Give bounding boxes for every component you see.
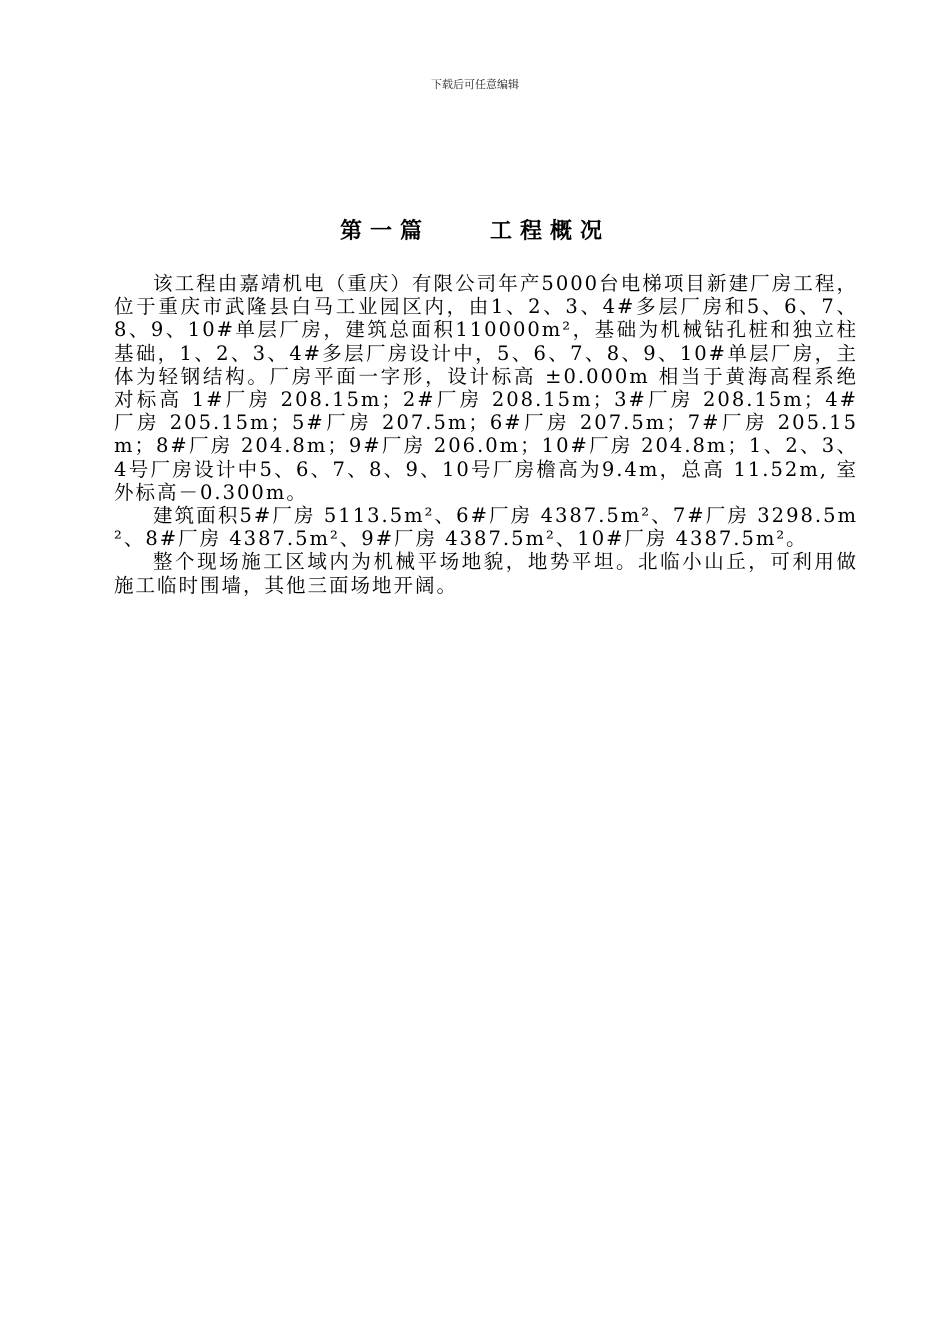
header-note: 下载后可任意编辑 [431,78,519,91]
body-text [114,272,858,597]
chapter-part-label: 第一篇 [339,219,430,244]
paragraph-site-conditions: 整个现场施工区域内为机械平场地貌，地势平坦。北临小山丘，可利用做施工临时围墙，其他三面场地开阔。 [114,550,858,597]
chapter-heading: 工程概况 [490,219,611,244]
paragraph-building-area: 建筑面积5#厂房 5113.5m²、6#厂房 4387.5m²、7#厂房 3298.5m²、8#厂房 4387.5m²、9#厂房 4387.5m²、10#厂房 4387.5m²。 [114,504,858,551]
paragraph-project-overview: 该工程由嘉靖机电（重庆）有限公司年产5000台电梯项目新建厂房工程，位于重庆市武隆县白马工业园区内，由1、2、3、4#多层厂房和5、6、7、8、9、10#单层厂房，建筑总面积110000m²，基础为机械钻孔桩和独立柱基础，1、2、3、4#多层厂房设计中，5、6、7、8、9、10#单层厂房，主体为轻钢结构。厂房平面一字形，设计标高 ±0.000m 相当于黄海高程系绝对标高 1#厂房 208.15m；2#厂房 208.15m；3#厂房 208.15m；4#厂房 205.15m；5#厂房 207.5m；6#厂房 207.5m；7#厂房 205.15m；8#厂房 204.8m；9#厂房 206.0m；10#厂房 204.8m；1、2、3、4号厂房设计中5、6、7、8、9、10号厂房檐高为9.4m，总高 11.52m, 室外标高－0.300m。 [114,272,858,504]
chapter-title [0,214,950,245]
